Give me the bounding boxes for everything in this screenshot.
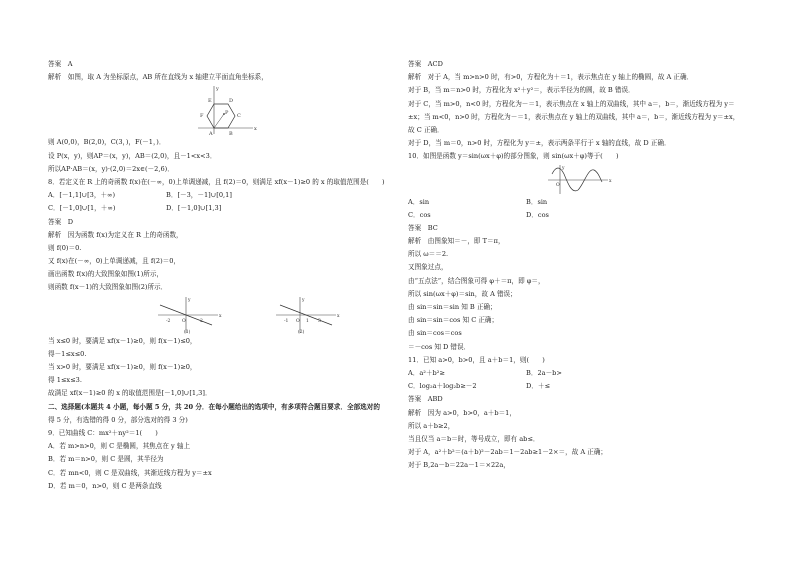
svg-text:x: x — [609, 178, 612, 184]
option-d: D．cos — [526, 210, 549, 219]
analysis-line: 当 x≤0 时，要满足 xf(x－1)≥0，则 f(x－1)≤0， — [48, 336, 197, 345]
analysis-line: 设 P(x，y)，则AP＝(x，y)，AB＝(2,0)，且－1<x<3． — [48, 151, 217, 160]
function-graphs-figure — [48, 295, 388, 335]
svg-text:(1): (1) — [184, 329, 191, 335]
analysis-line: 解析 因为 a>0，b>0，a＋b＝1， — [408, 408, 516, 417]
analysis-line: 则 A(0,0)，B(2,0)，C(3，)，F(－1，)． — [48, 138, 166, 147]
analysis-line: 由 sin＝sin＝sin 知 B 正确； — [408, 303, 497, 311]
analysis-line: 故 C 正确． — [408, 125, 444, 134]
option-b: B．2a－b> — [526, 368, 562, 377]
question-10-options-row — [408, 196, 753, 209]
option-a: A．若 m>n>0，则 C 是椭圆，其焦点在 y 轴上 — [48, 442, 191, 451]
option-c: C．log₂a＋log₂b≥－2 — [408, 382, 477, 391]
analysis-line: 又 f(x)在(－∞，0)上单调递减，且 f(2)＝0， — [48, 257, 181, 266]
analysis-line: 所以 sin(ωx＋φ)＝sin，故 A 错误； — [408, 289, 517, 298]
svg-text:y: y — [188, 297, 191, 303]
svg-text:x: x — [219, 313, 222, 319]
svg-text:(2): (2) — [298, 329, 305, 335]
question-11-options-row — [408, 380, 753, 393]
svg-text:B: B — [229, 131, 233, 137]
analysis-line: 所以AP·AB＝(x，y)·(2,0)＝2x∈(－2,6)． — [48, 164, 174, 173]
analysis-line: 对于 B，当 m＝n>0 时，方程化为 x²＋y²＝，表示半径为的圆，故 B 错误． — [408, 86, 635, 95]
analysis-line: 解析 对于 A，当 m>n>0 时，有>0，方程化为＋＝1，表示焦点在 y 轴上的椭圆，故 A 正确． — [408, 73, 694, 82]
analysis-line: 对于 A，a²＋b²＝(a＋b)²－2ab＝1－2ab≥1－2×＝，故 A 正确； — [408, 448, 608, 457]
option-b: B．若 m＝n>0，则 C 是圆，其半径为 — [48, 455, 164, 464]
hexagon-figure — [48, 84, 388, 136]
answer-line: 答案 D — [48, 217, 74, 226]
sine-graph-figure — [408, 164, 753, 196]
svg-text:O: O — [556, 182, 560, 188]
analysis-line: 解析 如图，取 A 为坐标原点，AB 所在直线为 x 轴建立平面直角坐标系， — [48, 73, 268, 82]
question-8-options-row — [48, 202, 388, 215]
analysis-line: 画出函数 f(x)的大致图象如图(1)所示， — [48, 270, 164, 279]
svg-text:-2: -2 — [166, 318, 171, 324]
svg-text:O: O — [296, 318, 300, 324]
answer-line: 答案 ACD — [408, 60, 443, 68]
analysis-line: 解析 因为函数 f(x)为定义在 R 上的奇函数， — [48, 230, 183, 239]
section-heading: 二、选择题(本题共 4 小题，每小题 5 分，共 20 分．在每小题给出的选项中，有多项符合题目要求．全部选对的 — [48, 402, 380, 411]
question-10: 10．如图是函数 y＝sin(ωx＋φ)的部分图象，则 sin(ωx＋φ)等于( ) — [408, 152, 619, 161]
svg-text:1: 1 — [306, 318, 309, 324]
question-10-options-row — [408, 209, 753, 222]
analysis-line: 由 sin＝cos＝cos — [408, 329, 462, 338]
question-11-options-row — [408, 367, 753, 380]
option-d: D．＋≤ — [526, 382, 550, 391]
analysis-line: 由 sin＝sin＝cos 知 C 正确； — [408, 316, 499, 325]
option-c: C．cos — [408, 210, 431, 219]
option-c: C．[－1,0]∪[1，＋∞) — [48, 204, 116, 213]
analysis-line: 解析 由图象知＝－，即 T＝π， — [408, 237, 505, 246]
question-9: 9．已知曲线 C：mx²＋ny²＝1( ) — [48, 428, 158, 437]
svg-text:F: F — [200, 113, 204, 120]
svg-text:3: 3 — [318, 318, 321, 324]
option-b: B．[－3，－1]∪[0,1] — [166, 191, 232, 200]
svg-text:-1: -1 — [284, 318, 289, 324]
svg-text:x: x — [337, 313, 340, 319]
svg-text:y: y — [216, 86, 219, 93]
option-a: A．sin — [408, 197, 430, 206]
svg-text:D: D — [229, 98, 234, 105]
analysis-line: 则函数 f(x－1)的大致图象如图(2)所示． — [48, 283, 168, 292]
question-8-options-row — [48, 189, 388, 202]
right-column — [408, 58, 753, 472]
analysis-line: 所以 a＋b≥2， — [408, 421, 455, 430]
svg-text:y: y — [302, 297, 305, 303]
answer-line: 答案 A — [48, 60, 73, 68]
analysis-line: 对于 B,2a－b＝22a－1＝×22a， — [408, 461, 510, 470]
analysis-line: 由“五点法”，结合图象可得 φ＋＝π，即 φ＝， — [408, 276, 545, 285]
analysis-line: 当且仅当 a＝b＝时，等号成立，即有 ab≤． — [408, 434, 540, 443]
svg-text:O: O — [182, 318, 186, 324]
analysis-line: ±x；当 m<0，n>0 时，方程化为－＝1，表示焦点在 y 轴上的双曲线，其中 a＝，b＝，渐近线方程为 y＝±x， — [408, 112, 740, 121]
question-11: 11．已知 a>0，b>0，且 a＋b＝1，则( ) — [408, 355, 545, 364]
analysis-line: 对于 C，当 m>0，n<0 时，方程化为－＝1，表示焦点在 x 轴上的双曲线，其中 a＝，b＝，渐近线方程为 y＝ — [408, 99, 735, 108]
svg-text:E: E — [208, 98, 212, 105]
analysis-line: 故满足 xf(x－1)≥0 的 x 的取值范围是[－1,0]∪[1,3]． — [48, 389, 212, 398]
svg-text:P: P — [225, 110, 229, 117]
question-8: 8．若定义在 R 上的奇函数 f(x)在(－∞，0)上单调递减，且 f(2)＝0，则满足 xf(x－1)≥0 的 x 的取值范围是( ) — [48, 177, 385, 186]
analysis-line: 对于 D，当 m＝0，n>0 时，方程化为 y＝±，表示两条平行于 x 轴的直线，故 D 正确． — [408, 139, 671, 148]
svg-text:A: A — [209, 131, 213, 137]
option-a: A．a²＋b²≥ — [408, 368, 445, 377]
option-d: D．[－1,0]∪[1,3] — [166, 204, 222, 213]
svg-text:C: C — [237, 113, 241, 120]
option-a: A．[－1,1]∪[3，＋∞) — [48, 191, 116, 200]
analysis-line: 则 f(0)＝0. — [48, 243, 82, 252]
analysis-line: 得－1≤x≤0. — [48, 349, 87, 358]
answer-line: 答案 BC — [408, 223, 438, 232]
analysis-line: ＝－cos 知 D 错误． — [408, 342, 471, 351]
svg-text:x: x — [254, 126, 257, 133]
analysis-line: 得 1≤x≤3. — [48, 376, 82, 385]
analysis-line: 又图象过点， — [408, 263, 448, 272]
option-c: C．若 mn<0，则 C 是双曲线，其渐近线方程为 y＝±x — [48, 468, 212, 477]
option-d: D．若 m＝0，n>0，则 C 是两条直线 — [48, 481, 162, 490]
section-heading-cont: 得 5 分，有选错的得 0 分，部分选对的得 3 分) — [48, 415, 188, 424]
answer-line: 答案 ABD — [408, 395, 443, 404]
analysis-line: 当 x>0 时，要满足 xf(x－1)≥0，则 f(x－1)≥0， — [48, 363, 197, 371]
svg-text:y: y — [562, 165, 565, 171]
left-column — [48, 58, 388, 493]
svg-text:2: 2 — [200, 318, 203, 324]
analysis-line: 所以 ω＝＝2. — [408, 250, 449, 259]
option-b: B．sin — [526, 197, 548, 206]
